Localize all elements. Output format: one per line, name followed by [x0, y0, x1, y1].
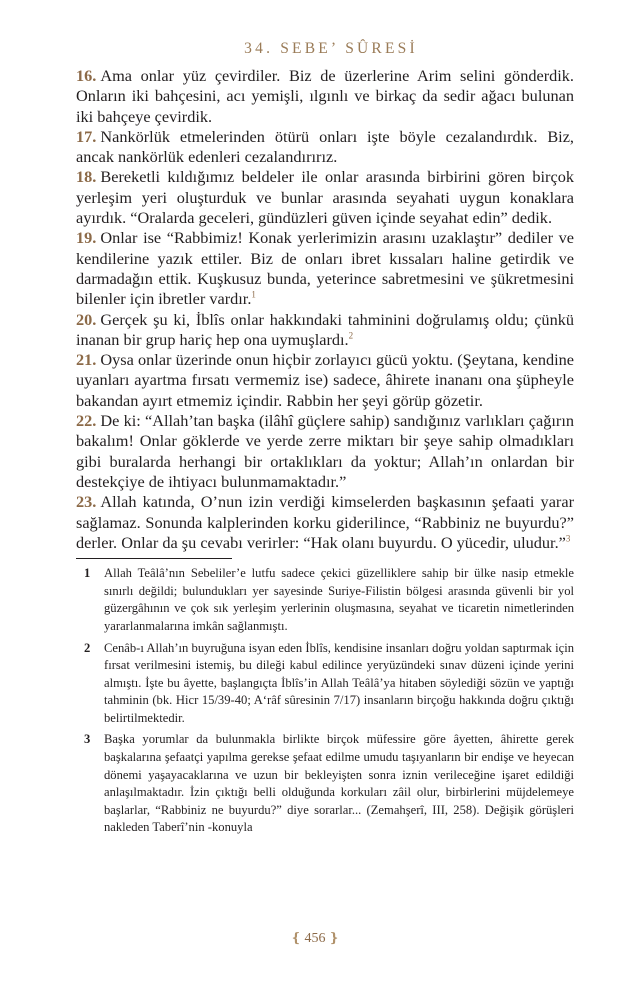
- footnote-3: [76, 731, 574, 837]
- page-number: 456: [304, 931, 326, 946]
- footnote-ref-1[interactable]: 1: [251, 289, 256, 300]
- verse-list: [76, 66, 574, 553]
- footnote-text: Başka yorumlar da bulunmakla birlikte birçok müfessire göre âyetten, âhirette gerek başkalarına şefaatçi yapılma gerekse şefaat edilme umudu taşıyanların bir endişe ve heyecan dönemi yaşayacaklarına ve uzun bir bekleyişten sonra iznin verileceğine işaret edildiği anlaşılmaktadır. İzin çıktığı belli olduğunda korkuları zâil olur, birbirlerini müjdelemeye başlarlar, “Rabbiniz ne buyurdu?” diye sorarlar... (Zemahşerî, III, 258). Değişik görüşleri nakleden Taberî’nin -konuyla: [104, 732, 574, 835]
- footnote-divider: [76, 558, 232, 559]
- verse-text: De ki: “Allah’tan başka (ilâhî güçlere sahip) sandığınız varlıkları çağırın bakalım! Onlar göklerde ve yerde zerre miktarı bir şeye sahip olmadıkları gibi buralarda herhangi bir ortaklıkları da yoktur; Allah’ın onlardan bir destekçiye de ihtiyacı bulunmamaktadır.”: [76, 411, 574, 491]
- page-footer: [0, 930, 630, 947]
- verse-text: Oysa onlar üzerinde onun hiçbir zorlayıcı gücü yoktu. (Şeytana, kendine uyanları ayartma fırsatı vermemiz ise) sadece, âhirete inananı ona şüpheyle bakandan ayırt etmemiz içindir. Rabbin her şeyi görüp gözetir.: [76, 350, 574, 410]
- verse-number: 21.: [76, 350, 97, 370]
- verse-21: [76, 350, 574, 411]
- verse-text: Ama onlar yüz çevirdiler. Biz de üzerlerine Arim selini gönderdik. Onların iki bahçesini, acı yemişli, ılgınlı ve birkaç da sedir ağacı bulunan iki bahçeye çevirdik.: [76, 66, 574, 126]
- footnote-number: 2: [84, 640, 91, 655]
- verse-number: 20.: [76, 309, 97, 329]
- verse-16: [76, 66, 574, 127]
- left-ornament-icon: ❴: [290, 930, 302, 945]
- verse-text: Allah katında, O’nun izin verdiği kimselerden başkasının şefaati yarar sağlamaz. Sonunda kalplerinden korku giderilince, “Rabbiniz ne buyurdu?” derler. Onlar da şu cevabı verirler: “Hak olanı buyurdu. O yücedir, uludur.”: [76, 492, 574, 552]
- verse-number: 23.: [76, 492, 97, 512]
- footnote-text: Cenâb-ı Allah’ın buyruğuna isyan eden İblîs, kendisine insanları doğru yoldan saptırmak için fırsat verilmesini istemiş, bu dileği kabul edilince yeryüzündeki sınav düzeni içinde yerini almıştı. İşte bu âyette, başlangıçta İblîs’in Allah Teâlâ’ya hitaben söylediği sözün ve yaptığı tahminin (bk. Hicr 15/39-40; A‘râf sûresinin 7/17) insanların birçoğu hakkında doğru çıktığı belirtilmektedir.: [104, 640, 574, 725]
- verse-number: 19.: [76, 228, 97, 248]
- verse-20: [76, 310, 574, 351]
- verse-number: 22.: [76, 411, 97, 431]
- page-body: [76, 32, 574, 841]
- verse-number: 18.: [76, 167, 97, 187]
- right-ornament-icon: ❵: [328, 930, 340, 945]
- running-header: 34. SEBE’ SÛRESİ: [244, 40, 418, 57]
- footnote-text: Allah Teâlâ’nın Sebeliler’e lutfu sadece çekici güzelliklere sahip bir ülke nasip etmekle sınırlı değildi; bulundukları yer sayesinde Suriye-Filistin bölgesi arasında güvenli bir yol güzergâhının ve çok sık yerleşim yerlerinin oluşmasına, seyahat ve ticaretin nimetlerinden yararlanmalarına imkân sağlanmıştı.: [104, 566, 574, 633]
- footnote-number: 3: [84, 732, 91, 747]
- verse-text: Bereketli kıldığımız beldeler ile onlar arasında birbirini gören birçok yerleşim yeri oluşturduk ve bunlar arasında seyahati uygun konaklara ayırdık. “Oralarda geceleri, gündüzleri güven içinde seyahat edin” dedik.: [76, 167, 574, 228]
- footnote-number: 1: [84, 566, 91, 581]
- verse-23: [76, 492, 574, 553]
- verse-text: Nankörlük etmelerinden ötürü onları işte böyle cezalandırdık. Biz, ancak nankörlük edenleri cezalandırırız.: [76, 126, 574, 167]
- verse-19: [76, 228, 574, 309]
- verse-number: 17.: [76, 126, 97, 146]
- verse-text: Gerçek şu ki, İblîs onlar hakkındaki tahminini doğrulamış oldu; çünkü inanan bir grup hariç hep ona uymuşlardı.: [76, 309, 574, 349]
- verse-17: [76, 127, 574, 168]
- footnote-list: [76, 565, 574, 837]
- footnote-ref-2[interactable]: 2: [348, 330, 354, 341]
- footnote-1: [76, 565, 574, 635]
- verse-number: 16.: [76, 66, 97, 85]
- verse-text: Onlar ise “Rabbimiz! Konak yerlerimizin arasını uzaklaştır” dediler ve kendilerine yazık ettiler. Biz de onları ibret kıssaları haline getirdik ve darmadağın ettik. Kuşkusuz bunda, yeterince sabretmesini ve şükretmesini bilenler için ibretler vardır.: [76, 228, 574, 309]
- verse-18: [76, 167, 574, 228]
- footnote-2: [76, 640, 574, 728]
- verse-22: [76, 411, 574, 492]
- footnote-ref-3[interactable]: 3: [565, 533, 571, 544]
